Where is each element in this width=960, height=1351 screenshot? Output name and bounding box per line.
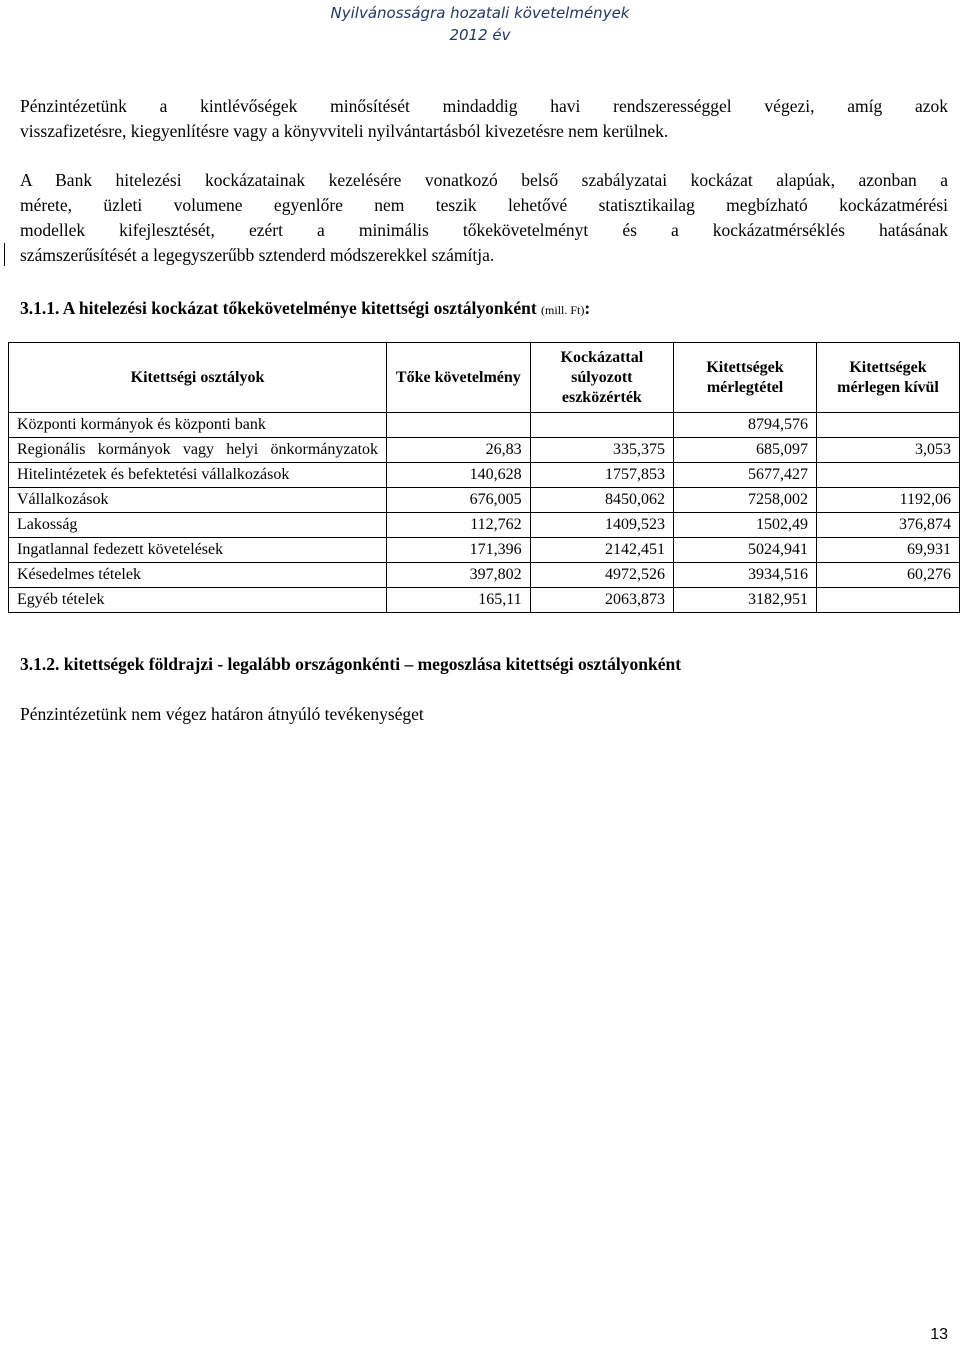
table-cell bbox=[530, 413, 673, 438]
table-cell: 2063,873 bbox=[530, 588, 673, 613]
row-label: Vállalkozások bbox=[9, 488, 387, 513]
row-label: Lakosság bbox=[9, 513, 387, 538]
table-cell: 4972,526 bbox=[530, 563, 673, 588]
table-cell: 69,931 bbox=[817, 538, 960, 563]
paragraph-line: mérete, üzleti volumene egyenlőre nem teszik lehetővé statisztikailag megbízható kockázatmérési bbox=[20, 195, 948, 215]
table-row bbox=[9, 413, 960, 438]
table-cell bbox=[817, 588, 960, 613]
row-label: Késedelmes tételek bbox=[9, 563, 387, 588]
table-row bbox=[9, 488, 960, 513]
table-cell: 8450,062 bbox=[530, 488, 673, 513]
column-header: Kitettségek mérlegtétel bbox=[674, 343, 817, 413]
unit-label: (mill. Ft) bbox=[541, 303, 585, 317]
row-label: Ingatlannal fedezett követelések bbox=[9, 538, 387, 563]
table-cell: 397,802 bbox=[387, 563, 531, 588]
table-cell bbox=[817, 413, 960, 438]
heading-colon: : bbox=[584, 298, 591, 318]
table-cell: 2142,451 bbox=[530, 538, 673, 563]
table-cell: 3182,951 bbox=[674, 588, 817, 613]
table-cell: 3934,516 bbox=[674, 563, 817, 588]
paragraph-line: számszerűsítését a legegyszerűbb sztenderd módszerekkel számítja. bbox=[20, 245, 495, 265]
row-label: Hitelintézetek és befektetési vállalkozások bbox=[9, 463, 387, 488]
table-cell: 685,097 bbox=[674, 438, 817, 463]
column-header: Kitettségek mérlegen kívül bbox=[817, 343, 960, 413]
column-header: Tőke követelmény bbox=[387, 343, 531, 413]
paragraph-line: visszafizetésre, kiegyenlítésre vagy a könyvviteli nyilvántartásból kivezetésre nem kerülnek. bbox=[20, 121, 669, 141]
table-cell: 1502,49 bbox=[674, 513, 817, 538]
table-cell: 1757,853 bbox=[530, 463, 673, 488]
row-label: Központi kormányok és központi bank bbox=[9, 413, 387, 438]
revision-bar bbox=[4, 243, 5, 266]
table-cell: 335,375 bbox=[530, 438, 673, 463]
table-cell bbox=[387, 413, 531, 438]
paragraph-line: modellek kifejlesztését, ezért a minimális tőkekövetelményt és a kockázatmérséklés hatásának bbox=[20, 220, 948, 240]
table-row bbox=[9, 463, 960, 488]
row-label: Egyéb tételek bbox=[9, 588, 387, 613]
table-row bbox=[9, 588, 960, 613]
table-cell: 112,762 bbox=[387, 513, 531, 538]
section-title: 3.1.1. A hitelezési kockázat tőkekövetelménye kitettségi osztályonként bbox=[20, 298, 537, 318]
table-cell: 376,874 bbox=[817, 513, 960, 538]
paragraph-line: A Bank hitelezési kockázatainak kezelésére vonatkozó belső szabályzatai kockázat alapúak, azonban a bbox=[20, 170, 948, 190]
table-cell: 171,396 bbox=[387, 538, 531, 563]
header-title: Nyilvánosságra hozatali követelmények bbox=[330, 4, 630, 22]
table-cell: 140,628 bbox=[387, 463, 531, 488]
table-cell: 7258,002 bbox=[674, 488, 817, 513]
column-header: Kitettségi osztályok bbox=[9, 343, 387, 413]
table-cell: 165,11 bbox=[387, 588, 531, 613]
header-year: 2012 év bbox=[449, 26, 511, 44]
table-cell bbox=[817, 463, 960, 488]
table-cell: 676,005 bbox=[387, 488, 531, 513]
page-header bbox=[0, 2, 960, 46]
table-cell: 8794,576 bbox=[674, 413, 817, 438]
paragraph-risk-management bbox=[20, 168, 948, 268]
page-number: 13 bbox=[930, 1326, 948, 1343]
section-heading-312: 3.1.2. kitettségek földrajzi - legalább országonkénti – megoszlása kitettségi osztályonként bbox=[20, 654, 682, 674]
table-cell: 1192,06 bbox=[817, 488, 960, 513]
table-cell: 5677,427 bbox=[674, 463, 817, 488]
table-row bbox=[9, 513, 960, 538]
paragraph-line: Pénzintézetünk a kintlévőségek minősítését mindaddig havi rendszerességgel végezi, amíg azok bbox=[20, 96, 948, 116]
table-row bbox=[9, 563, 960, 588]
table-header-row bbox=[9, 343, 960, 413]
table-row bbox=[9, 538, 960, 563]
table-cell: 5024,941 bbox=[674, 538, 817, 563]
exposure-table bbox=[8, 342, 960, 613]
table-cell: 3,053 bbox=[817, 438, 960, 463]
column-header: Kockázattal súlyozott eszközérték bbox=[530, 343, 673, 413]
table-cell: 1409,523 bbox=[530, 513, 673, 538]
paragraph-cross-border: Pénzintézetünk nem végez határon átnyúló tevékenységet bbox=[20, 704, 424, 724]
table-cell: 26,83 bbox=[387, 438, 531, 463]
paragraph-receivables bbox=[20, 94, 948, 144]
table-cell: 60,276 bbox=[817, 563, 960, 588]
section-heading-311 bbox=[20, 296, 590, 322]
table-row bbox=[9, 438, 960, 463]
row-label: Regionális kormányok vagy helyi önkormányzatok bbox=[9, 438, 387, 463]
